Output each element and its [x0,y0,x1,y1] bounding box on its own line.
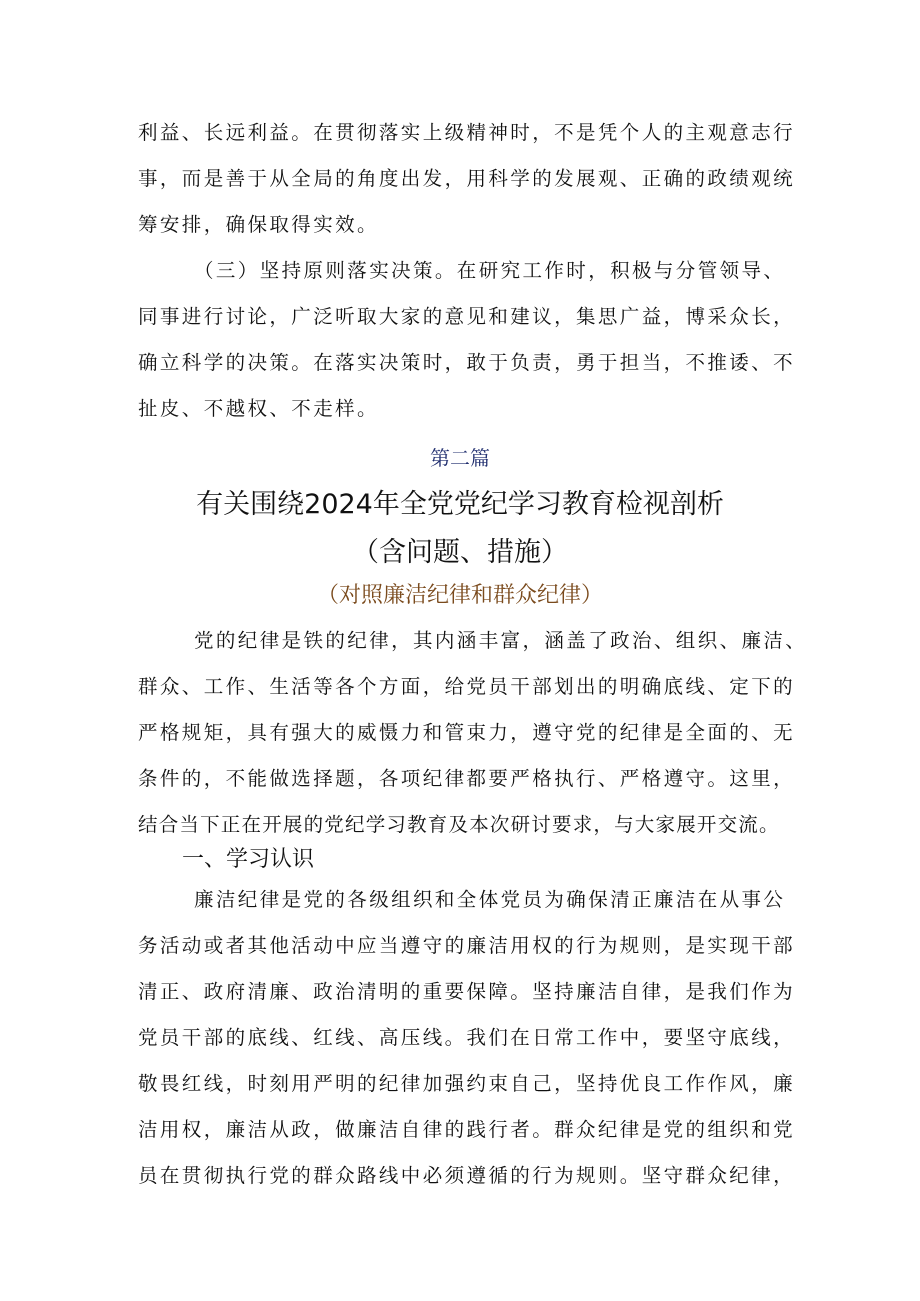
paragraph-line: 确立科学的决策。在落实决策时，敢于负责，勇于担当，不推诿、不 [138,351,796,374]
paragraph-line: 筹安排，确保取得实效。 [138,213,379,236]
section-one-paragraph [138,877,796,1199]
preface-paragraph [138,618,808,848]
paragraph-line: 扯皮、不越权、不走样。 [138,397,379,420]
paragraph-line: 群众、工作、生活等各个方面，给党员干部划出的明确底线、定下的 [138,675,796,698]
intro-paragraph [138,110,796,248]
paragraph-line: 清正、政府清廉、政治清明的重要保障。坚持廉洁自律，是我们作为 [138,980,796,1003]
paragraph-line: 利益、长远利益。在贯彻落实上级精神时，不是凭个人的主观意志行 [138,121,796,144]
paragraph-line: 员在贯彻执行党的群众路线中必须遵循的行为规则。坚守群众纪律， [138,1164,796,1187]
page-subtitle: （对照廉洁纪律和群众纪律） [316,583,603,608]
paragraph-line: 条件的，不能做选择题，各项纪律都要严格执行、严格遵守。这里， [138,767,796,790]
paragraph-line: 务活动或者其他活动中应当遵守的廉洁用权的行为规则，是实现干部 [138,934,796,957]
section-heading: 一、学习认识 [182,847,315,872]
part-label: 第二篇 [430,446,490,470]
paragraph-line: 事，而是善于从全局的角度出发，用科学的发展观、正确的政绩观统 [138,167,796,190]
page-title-line2: （含问题、措施） [352,537,568,568]
paragraph-line: 洁用权，廉洁从政，做廉洁自律的践行者。群众纪律是党的组织和党 [138,1118,796,1141]
paragraph-line: 结合当下正在开展的党纪学习教育及本次研讨要求，与大家展开交流。 [138,813,780,836]
paragraph-line: 党的纪律是铁的纪律，其内涵丰富，涵盖了政治、组织、廉洁、 [194,629,808,652]
paragraph-line: 党员干部的底线、红线、高压线。我们在日常工作中，要坚守底线， [138,1026,796,1049]
paragraph-line: 同事进行讨论，广泛听取大家的意见和建议，集思广益，博采众长， [138,305,796,328]
paragraph-line: 严格规矩，具有强大的威慑力和管束力，遵守党的纪律是全面的、无 [138,721,796,744]
paragraph-line: （三）坚持原则落实决策。在研究工作时，积极与分管领导、 [194,259,786,282]
paragraph-line: 廉洁纪律是党的各级组织和全体党员为确保清正廉洁在从事公 [194,888,786,911]
page-title: 有关围绕2024年全党党纪学习教育检视剖析 [196,489,724,520]
point-three-paragraph [138,248,796,432]
paragraph-line: 敬畏红线，时刻用严明的纪律加强约束自己，坚持优良工作作风，廉 [138,1072,796,1095]
